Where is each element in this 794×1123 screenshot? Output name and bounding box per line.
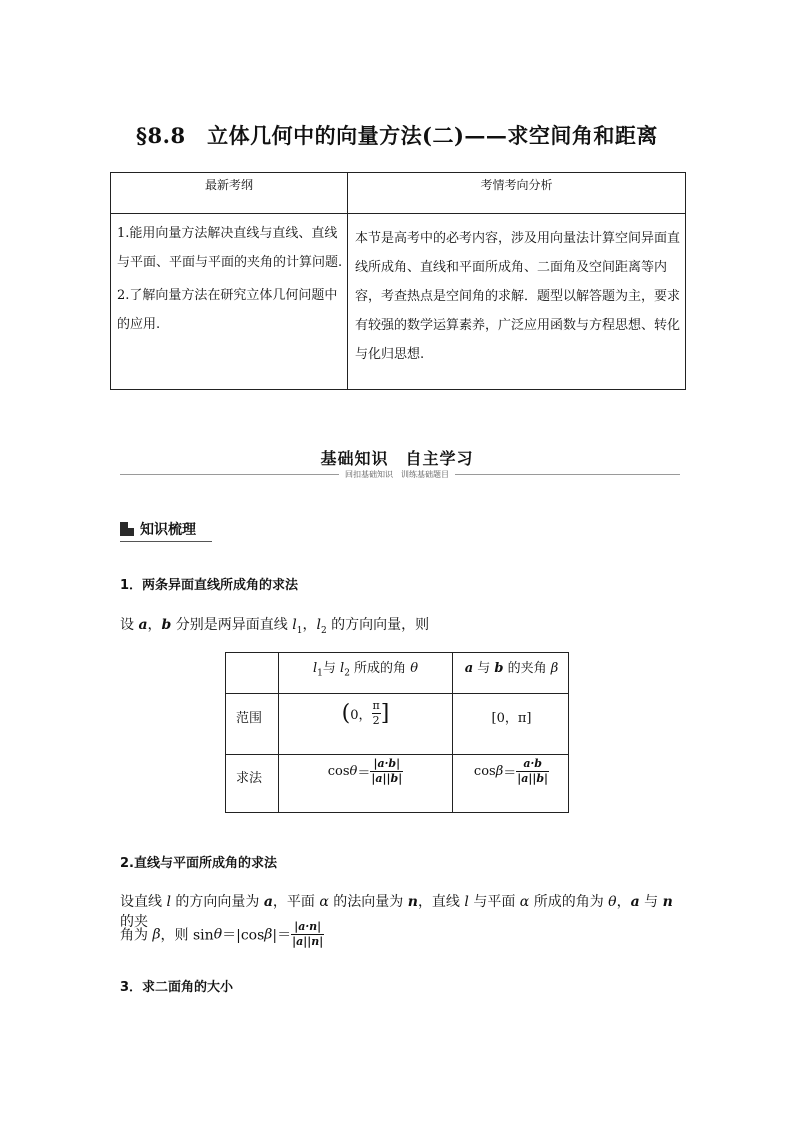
table-header-line-angle: $l_1$与 $l_2$ 所成的角 θ (312, 661, 419, 679)
section-subheading: 回扣基础知识 训练基础题目 (0, 469, 794, 480)
formula-vector-angle: cosβ＝ $\frac{a\cdot b}{|a||b|}$ (473, 757, 549, 785)
subsection-rule (120, 541, 212, 542)
section-heading: 基础知识 自主学习 (320, 449, 474, 468)
item1-heading: 1．两条异面直线所成角的求法 (120, 578, 299, 593)
subsection-marker-icon (120, 522, 134, 536)
range-vector-angle: [0，π] (491, 711, 532, 726)
fraction: $\frac{|a\cdot n|}{|a||n|}$ (292, 920, 324, 948)
formula-line-angle: cosθ＝ $\frac{|a\cdot b|}{|a||b|}$ (327, 757, 403, 785)
fraction: $\frac{\pi}{2}$ (372, 699, 380, 727)
row-label-method: 求法 (236, 771, 263, 786)
outline-col1-header: 最新考纲 (204, 178, 253, 192)
item2-heading: 2.直线与平面所成角的求法 (120, 856, 277, 871)
page-title: §8.8 立体几何中的向量方法(二)——求空间角和距离 (136, 123, 658, 148)
table-divider (226, 754, 568, 755)
fraction: $\frac{a\cdot b}{|a||b|}$ (517, 757, 549, 785)
outline-col1-item: 2.了解向量方法在研究立体几何问题中的应用. (117, 288, 338, 332)
item2-line2: 角为 β，则 sinθ＝|cosβ|＝ $\frac{|a\cdot n|}{|a||n|}$ (120, 920, 324, 948)
outline-col2-body: 本节是高考中的必考内容，涉及用向量法计算空间异面直线所成角、直线和平面所成角、二面角及空间距离等内容，考查热点是空间角的求解．题型以解答题为主，要求有较强的数学运算素养，广泛应用函数与方程思想、转化与化归思想. (355, 231, 681, 362)
subsection-label: 知识梳理 (140, 522, 196, 538)
outline-table (110, 172, 686, 390)
row-label-range: 范围 (236, 711, 263, 726)
fraction: $\frac{|a\cdot b|}{|a||b|}$ (371, 757, 403, 785)
angle-formula-table (225, 652, 569, 813)
table-divider (347, 173, 348, 389)
outline-col1-item: 1.能用向量方法解决直线与直线、直线与平面、平面与平面的夹角的计算问题. (117, 226, 343, 270)
table-divider (226, 693, 568, 694)
table-header-vector-angle: a 与 b 的夹角 β (464, 661, 559, 676)
item1-intro: 设 a，b 分别是两异面直线 $l_1$，$l_2$ 的方向向量，则 (120, 617, 430, 636)
item3-heading: 3．求二面角的大小 (120, 980, 234, 995)
range-line-angle: (0， $\frac{\pi}{2}$ ] (341, 699, 390, 727)
table-divider (111, 213, 685, 214)
table-divider (452, 653, 453, 812)
outline-col1-body (117, 219, 343, 343)
item2-line1: 设直线 l 的方向向量为 a，平面 α 的法向量为 n，直线 l 与平面 α 所成的角为 θ，a 与 n 的夹 (120, 894, 673, 930)
outline-col2-header: 考情考向分析 (480, 178, 553, 192)
